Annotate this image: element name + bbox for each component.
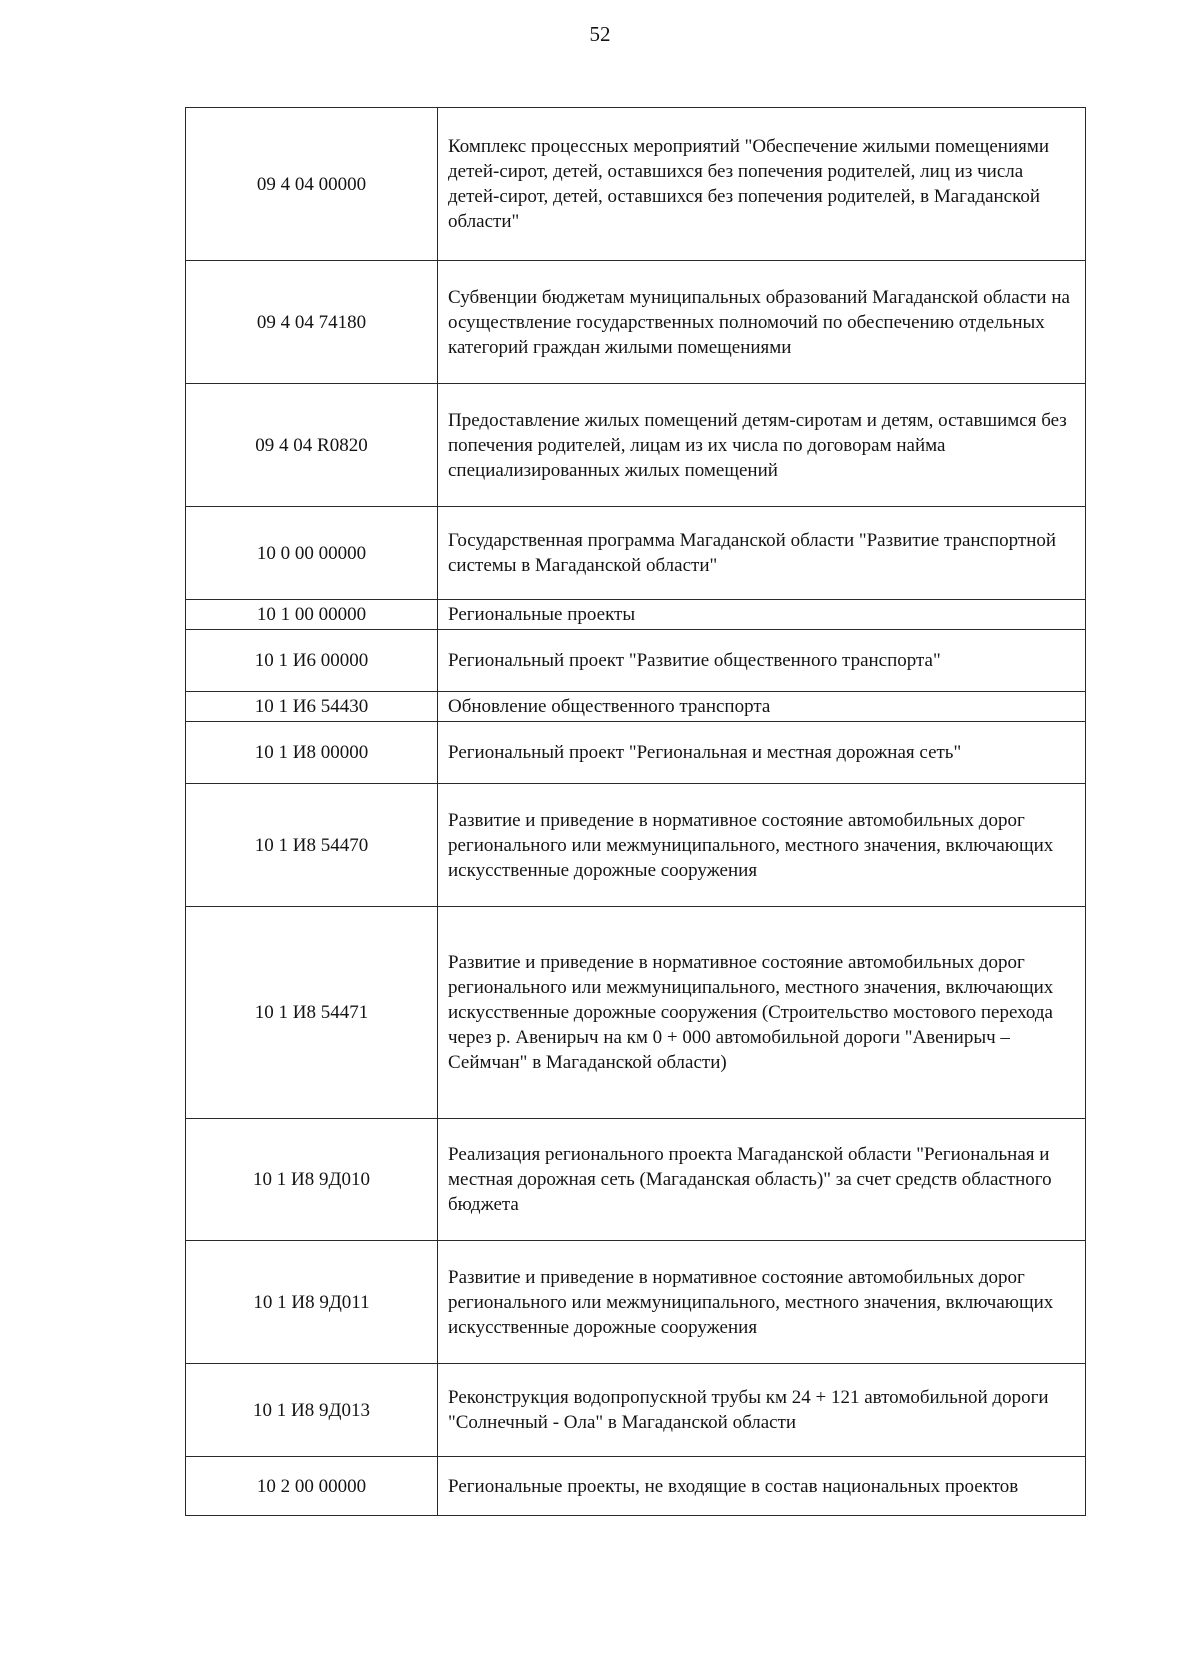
table-row	[186, 692, 1086, 722]
item-description: Реконструкция водопропускной трубы км 24 + 121 автомобильной дороги "Солнечный - Ола" в Магаданской области	[438, 1364, 1086, 1457]
table-row	[186, 507, 1086, 600]
classification-code: 10 2 00 00000	[186, 1457, 438, 1516]
item-description: Региональные проекты, не входящие в состав национальных проектов	[438, 1457, 1086, 1516]
table-row	[186, 630, 1086, 692]
table-row	[186, 1119, 1086, 1241]
table-row	[186, 1457, 1086, 1516]
classification-code: 10 1 И8 00000	[186, 722, 438, 784]
classification-code: 10 1 И8 9Д013	[186, 1364, 438, 1457]
table-row	[186, 600, 1086, 630]
item-description: Комплекс процессных мероприятий "Обеспечение жилыми помещениями детей-сирот, детей, оставшихся без попечения родителей, лиц из числа детей-сирот, детей, оставшихся без попечения родителей, в Магаданской области"	[438, 108, 1086, 261]
classification-code: 10 1 И6 54430	[186, 692, 438, 722]
item-description: Региональный проект "Развитие общественного транспорта"	[438, 630, 1086, 692]
classification-code: 10 0 00 00000	[186, 507, 438, 600]
classification-code: 09 4 04 74180	[186, 261, 438, 384]
page-number: 52	[589, 22, 611, 46]
budget-classification-table	[185, 107, 1086, 1516]
table-row	[186, 384, 1086, 507]
classification-code: 10 1 00 00000	[186, 600, 438, 630]
table-row	[186, 722, 1086, 784]
classification-code: 09 4 04 R0820	[186, 384, 438, 507]
item-description: Развитие и приведение в нормативное состояние автомобильных дорог регионального или межмуниципального, местного значения, включающих искусственные дорожные сооружения	[438, 784, 1086, 907]
item-description: Обновление общественного транспорта	[438, 692, 1086, 722]
table-row	[186, 1364, 1086, 1457]
table-row	[186, 108, 1086, 261]
item-description: Реализация регионального проекта Магаданской области "Региональная и местная дорожная сеть (Магаданская область)" за счет средств областного бюджета	[438, 1119, 1086, 1241]
item-description: Предоставление жилых помещений детям-сиротам и детям, оставшимся без попечения родителей, лицам из их числа по договорам найма специализированных жилых помещений	[438, 384, 1086, 507]
item-description: Развитие и приведение в нормативное состояние автомобильных дорог регионального или межмуниципального, местного значения, включающих искусственные дорожные сооружения (Строительство мостового перехода через р. Авенирыч на км 0 + 000 автомобильной дороги "Авенирыч – Сеймчан" в Магаданской области)	[438, 907, 1086, 1119]
classification-code: 09 4 04 00000	[186, 108, 438, 261]
table-row	[186, 1241, 1086, 1364]
table-row	[186, 261, 1086, 384]
table-row	[186, 907, 1086, 1119]
classification-code: 10 1 И8 54471	[186, 907, 438, 1119]
item-description: Государственная программа Магаданской области "Развитие транспортной системы в Магаданской области"	[438, 507, 1086, 600]
item-description: Региональные проекты	[438, 600, 1086, 630]
classification-code: 10 1 И6 00000	[186, 630, 438, 692]
item-description: Субвенции бюджетам муниципальных образований Магаданской области на осуществление государственных полномочий по обеспечению отдельных категорий граждан жилыми помещениями	[438, 261, 1086, 384]
classification-code: 10 1 И8 9Д010	[186, 1119, 438, 1241]
classification-code: 10 1 И8 54470	[186, 784, 438, 907]
classification-code: 10 1 И8 9Д011	[186, 1241, 438, 1364]
item-description: Развитие и приведение в нормативное состояние автомобильных дорог регионального или межмуниципального, местного значения, включающих искусственные дорожные сооружения	[438, 1241, 1086, 1364]
table-row	[186, 784, 1086, 907]
item-description: Региональный проект "Региональная и местная дорожная сеть"	[438, 722, 1086, 784]
